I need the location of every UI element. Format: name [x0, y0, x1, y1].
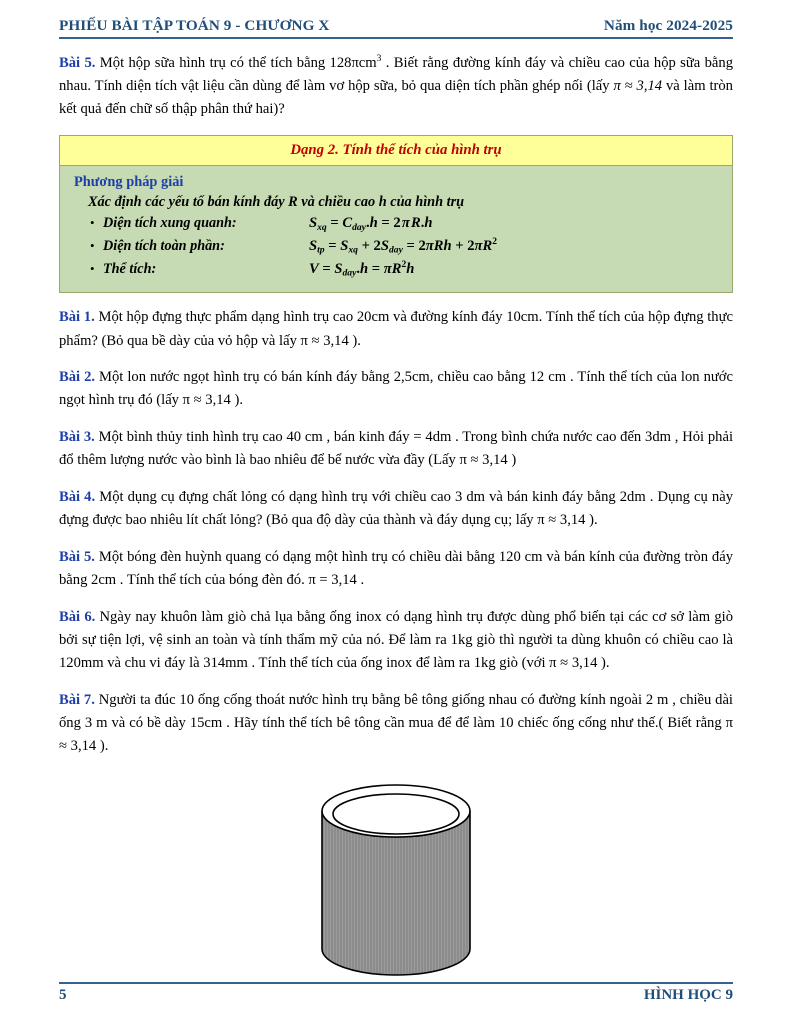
- problem-label: Bài 6.: [59, 608, 96, 625]
- problem-text: Một bóng đèn huỳnh quang có dạng một hình trụ có chiều dài bằng 120 cm và bán kính của đường tròn đáy bằng 2cm . Tính thể tích của bóng đèn đó. π = 3,14 .: [59, 548, 733, 589]
- header-school-year: Năm học 2024-2025: [603, 17, 733, 34]
- problem-text: Một bình thủy tinh hình trụ cao 40 cm , bán kinh đáy = 4dm . Trong bình chứa nước cao đến 3dm , Hỏi phải đổ thêm lượng nước vào bình là bao nhiêu để bể nước vừa đầy (Lấy π ≈ 3,14 ): [59, 429, 733, 469]
- problem-1: [59, 306, 733, 352]
- intro-math-volume: 128πcm: [329, 54, 377, 71]
- bullet-dot-icon: •: [90, 238, 95, 254]
- problem-5: [59, 546, 733, 592]
- formula-list: [74, 215, 732, 278]
- intro-math-exponent: 3: [376, 54, 382, 64]
- method-box: [59, 135, 733, 292]
- formula-expr-total-area: $S_{tp} = S_{xq} + 2S_{day} = 2\pi Rh + 2\pi R^2$: [309, 237, 497, 257]
- problem-3: [59, 426, 733, 472]
- page-footer: [59, 982, 733, 1004]
- problem-label: Bài 7.: [59, 691, 95, 708]
- formula-item-lateral-area: [90, 215, 732, 233]
- header-title-left: PHIẾU BÀI TẬP TOÁN 9 - CHƯƠNG X: [59, 17, 330, 34]
- footer-subject: HÌNH HỌC 9: [643, 987, 733, 1003]
- method-box-body: [60, 166, 732, 291]
- problem-7: [59, 689, 733, 759]
- problem-text: Ngày nay khuôn làm giò chả lụa bằng ống inox có dạng hình trụ được dùng phổ biến tại các cơ sở làm giò bởi sự tiện lợi, vệ sinh an toàn và tính thẩm mỹ của nó. Để làm ra 1kg giò thì người ta dùng khuôn có chiều cao là 120mm và chu vi đáy là 314mm . Tính thể tích của ống inox để làm ra 1kg giò (với π ≈ 3,14 ).: [59, 608, 734, 672]
- problem-text: Một lon nước ngọt hình trụ có bán kính đáy bằng 2,5cm, chiều cao bằng 12 cm . Tính thể tích của lon nước ngọt hình trụ đó (lấy π ≈ 3,14 ).: [59, 369, 733, 409]
- page-header: [59, 0, 733, 39]
- problem-text: Một hộp đựng thực phẩm dạng hình trụ cao 20cm và đường kính đáy 10cm. Tính thể tích của hộp đựng thực phẩm? (Bỏ qua bề dày của vỏ hộp và lấy π ≈ 3,14 ).: [59, 309, 733, 349]
- formula-term-total-area: Diện tích toàn phần:: [103, 238, 225, 255]
- problem-label: Bài 4.: [59, 489, 96, 506]
- problem-4: [59, 486, 733, 532]
- formula-term-lateral-area: Diện tích xung quanh:: [103, 215, 237, 232]
- problem-text: Một dụng cụ đựng chất lỏng có dạng hình trụ với chiều cao 3 dm và bán kinh đáy bằng 2dm . Dụng cụ này đựng được bao nhiêu lít chất lỏng? (Bỏ qua độ dày của thành và đáy dụng cụ; lấy π ≈ 3,14 ).: [59, 489, 733, 529]
- formula-item-total-area: [90, 237, 732, 256]
- intro-problem: [59, 48, 733, 121]
- figure-container: [59, 781, 733, 981]
- cylinder-inner-bore: [333, 794, 459, 834]
- problem-label: Bài 5.: [59, 54, 96, 71]
- method-box-header: [60, 136, 732, 166]
- intro-text-b: . Biết rằng đường kính đáy và chiều cao của hộp sữa bằng nhau. Tính diện tích vật liệu cần dùng để làm vơ hộp sữa, bỏ qua diện tích phần ghép nối (lấy: [59, 54, 733, 95]
- bullet-dot-icon: •: [90, 260, 95, 276]
- problem-text: Người ta đúc 10 ống cống thoát nước hình trụ bằng bê tông giống nhau có đường kính ngoài 2 m , chiều dài ống 3 m và có bề dày 15cm . Hãy tính thể tích bê tông cần mua để để làm 10 chiếc ống cống như thế.( Biết rằng π ≈ 3,14 ).: [59, 691, 733, 755]
- problem-label: Bài 1.: [59, 309, 95, 326]
- formula-expr-volume: $V = S_{day}.h = \pi R^2h$: [309, 260, 415, 279]
- method-label: Phương pháp giải: [74, 174, 184, 191]
- page-number: 5: [59, 987, 67, 1003]
- problem-label: Bài 3.: [59, 429, 95, 446]
- formula-expr-lateral-area: $S_{xq} = C_{day}.h = 2\pi R.h$: [309, 215, 433, 234]
- formula-item-volume: [90, 260, 732, 279]
- hollow-cylinder-figure: [312, 781, 480, 981]
- intro-math-pi: π ≈ 3,14: [613, 78, 663, 95]
- problem-2: [59, 366, 733, 412]
- method-box-title: Dạng 2. Tính thể tích của hình trụ: [290, 142, 502, 159]
- formula-term-volume: Thể tích:: [103, 260, 157, 277]
- problem-label: Bài 2.: [59, 369, 96, 386]
- intro-text-c: và làm tròn kết quả đến chữ số thập phân thứ hai)?: [59, 78, 733, 118]
- problem-label: Bài 5.: [59, 548, 95, 565]
- intro-text-a: Một hộp sữa hình trụ có thể tích bằng: [95, 54, 330, 71]
- method-subtitle: Xác định các yếu tố bán kính đáy R và chiều cao h của hình trụ: [88, 194, 465, 211]
- bullet-dot-icon: •: [90, 215, 95, 231]
- problem-6: [59, 606, 733, 676]
